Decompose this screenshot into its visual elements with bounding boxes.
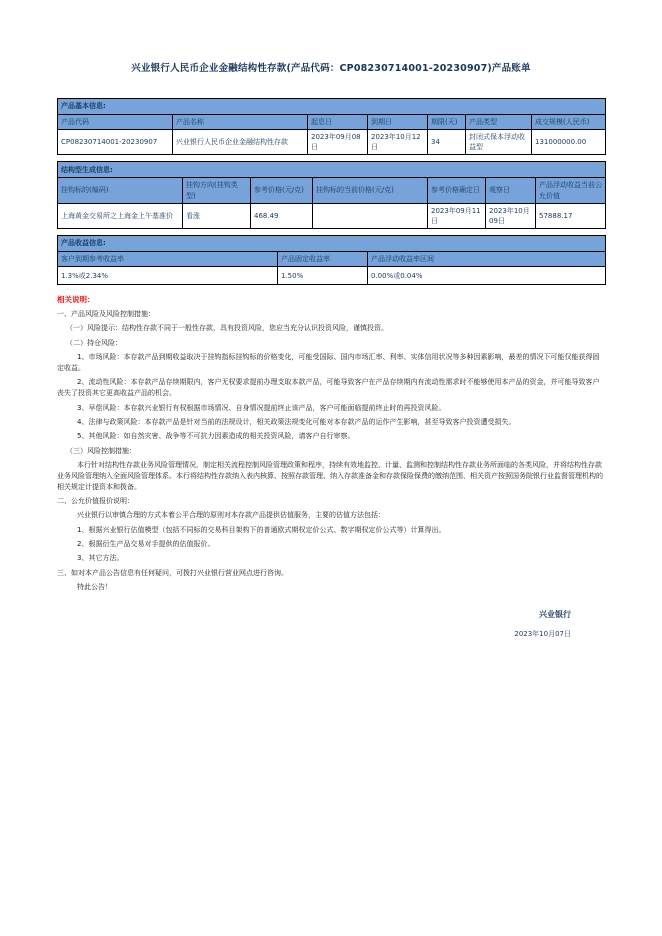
note-paragraph: 2、根据衍生产品交易对手提供的估值报价。 — [77, 539, 215, 548]
cell-floating-yield-range: 0.00%或0.04% — [368, 267, 606, 285]
column-header-product-type: 产品类型 — [466, 115, 532, 130]
cell-product-code: CP08230714001-20230907 — [58, 130, 173, 155]
cell-start-date: 2023年09月08日 — [308, 130, 368, 155]
note-paragraph: 1、根据兴业银行估值模型（包括不同标的交易科目架构下的普通欧式期权定价公式、数字期权定价公式等）计算得出。 — [77, 525, 446, 534]
column-header-maturity-date: 到期日 — [368, 115, 428, 130]
column-header-current-price: 挂钩标的当前价格(元/克) — [313, 178, 428, 203]
column-header-deal-size: 成交规模(人民币) — [532, 115, 606, 130]
note-paragraph: （二）持仓风险： — [66, 338, 122, 347]
cell-current-price — [313, 203, 428, 228]
notes-heading: 相关说明： — [57, 295, 95, 305]
cell-term-days: 34 — [428, 130, 466, 155]
cell-link-direction: 看涨 — [183, 203, 251, 228]
note-paragraph: 兴业银行以审慎合理的方式本着公平合理的原则对本存款产品提供估值服务，主要的估值方法包括： — [77, 511, 385, 520]
cell-fair-value: 57888.17 — [536, 203, 606, 228]
note-paragraph: 3、早偿风险：本存款兴业银行有权根据市场情况、自身情况提前终止该产品，客户可能面临提前终止时的再投资风险。 — [77, 403, 446, 412]
column-header-fixed-yield: 产品固定收益率 — [278, 251, 368, 266]
column-header-underlying: 挂钩标的(编码) — [58, 178, 183, 203]
section-label-basic-info: 产品基本信息: — [58, 99, 606, 115]
note-paragraph: 特此公告！ — [77, 583, 112, 591]
cell-customer-reference-yield: 1.3%或2.34% — [58, 267, 278, 285]
signature-block — [57, 609, 605, 639]
structure-info-table — [57, 161, 606, 229]
column-header-fair-value: 产品浮动收益当前公允价值 — [536, 178, 606, 203]
column-header-link-direction: 挂钩方向(挂钩类型) — [183, 178, 251, 203]
note-paragraph: 一、产品风险及风险控制措施： — [57, 310, 155, 319]
column-header-observation-date: 观察日 — [486, 178, 536, 203]
cell-maturity-date: 2023年10月12日 — [368, 130, 428, 155]
note-paragraph: 3、其它方法。 — [77, 554, 124, 563]
column-header-term-days: 期限(天) — [428, 115, 466, 130]
column-header-customer-reference-yield: 客户到期参考收益率 — [58, 251, 278, 266]
column-header-product-code: 产品代码 — [58, 115, 173, 130]
note-paragraph: 2、流动性风险：本存款产品存续期限内，客户无权要求提前办理支取本款产品，可能导致客户在产品存续期内有流动性需求时不能够使用本产品的资金，并可能导致客户丧失了投资其它更高收益产品的机会。 — [57, 378, 600, 398]
footer-date: 2023年10月07日 — [514, 629, 571, 638]
column-header-start-date: 起息日 — [308, 115, 368, 130]
cell-observation-date: 2023年10月09日 — [486, 203, 536, 228]
cell-underlying: 上海黄金交易所之上海金上午基准价 — [58, 203, 183, 228]
page-title: 兴业银行人民币企业金融结构性存款(产品代码：CP08230714001-20230907)产品账单 — [131, 63, 531, 74]
section-label-structure-info: 结构型生成信息: — [58, 162, 606, 178]
column-header-product-name: 产品名称 — [173, 115, 308, 130]
income-info-table — [57, 235, 606, 285]
cell-reference-price-date: 2023年09月11日 — [428, 203, 486, 228]
note-paragraph: 1、市场风险：本存款产品到期收益取决于挂钩指标挂钩标的价格变化，可能受国际、国内市场汇率、利率、实体信用状况等多种因素影响，最差的情况下可能仅能获得固定收益。 — [57, 353, 600, 372]
note-paragraph: 5、其他风险：如自然灾害、战争等不可抗力因素造成的相关投资风险，请客户自行审察。 — [77, 432, 355, 441]
cell-deal-size: 131000000.00 — [532, 130, 606, 155]
column-header-reference-price: 参考价格(元/克) — [251, 178, 313, 203]
cell-product-name: 兴业银行人民币企业金融结构性存款 — [173, 130, 308, 155]
cell-reference-price: 468.49 — [251, 203, 313, 228]
cell-product-type: 封闭式保本浮动收益型 — [466, 130, 532, 155]
note-paragraph: 本行针对结构性存款业务风险管理情况，制定相关流程控制风险管理政策和程序，持续有效地监控、计量、监测和控制结构性存款业务所面临的各类风险，并将结构性存款业务风险管理纳入全面风险管理体系。本行将结构性存款纳入表内核算、按照存款管理、纳入存款准备金和存款保险保费的缴纳范围、相关资产按照国务院银行业监督管理机构的相关规定计提资本和拨备。 — [57, 460, 603, 491]
footer-bank-name: 兴业银行 — [539, 609, 571, 619]
note-paragraph: 二、公允价值报价说明： — [57, 496, 134, 505]
cell-fixed-yield: 1.50% — [278, 267, 368, 285]
note-paragraph: 4、法律与政策风险：本存款产品是针对当前的法规设计，相关政策法规变化可能对本存款产品的运作产生影响，甚至导致客户投资遭受损失。 — [77, 417, 516, 426]
basic-info-table — [57, 98, 606, 155]
note-paragraph: （一）风险提示：结构性存款不同于一般性存款，具有投资风险，您应当充分认识投资风险，谨慎投资。 — [66, 324, 388, 333]
note-paragraph: （三）风险控制措施： — [66, 446, 136, 455]
section-label-income-info: 产品收益信息: — [58, 235, 606, 251]
column-header-floating-yield-range: 产品浮动收益率区间 — [368, 251, 606, 266]
note-paragraph: 三、如对本产品公告信息有任何疑问，可拨打兴业银行营业网点进行咨询。 — [57, 568, 288, 577]
notes-section — [57, 294, 605, 593]
column-header-reference-price-date: 参考价格确定日 — [428, 178, 486, 203]
